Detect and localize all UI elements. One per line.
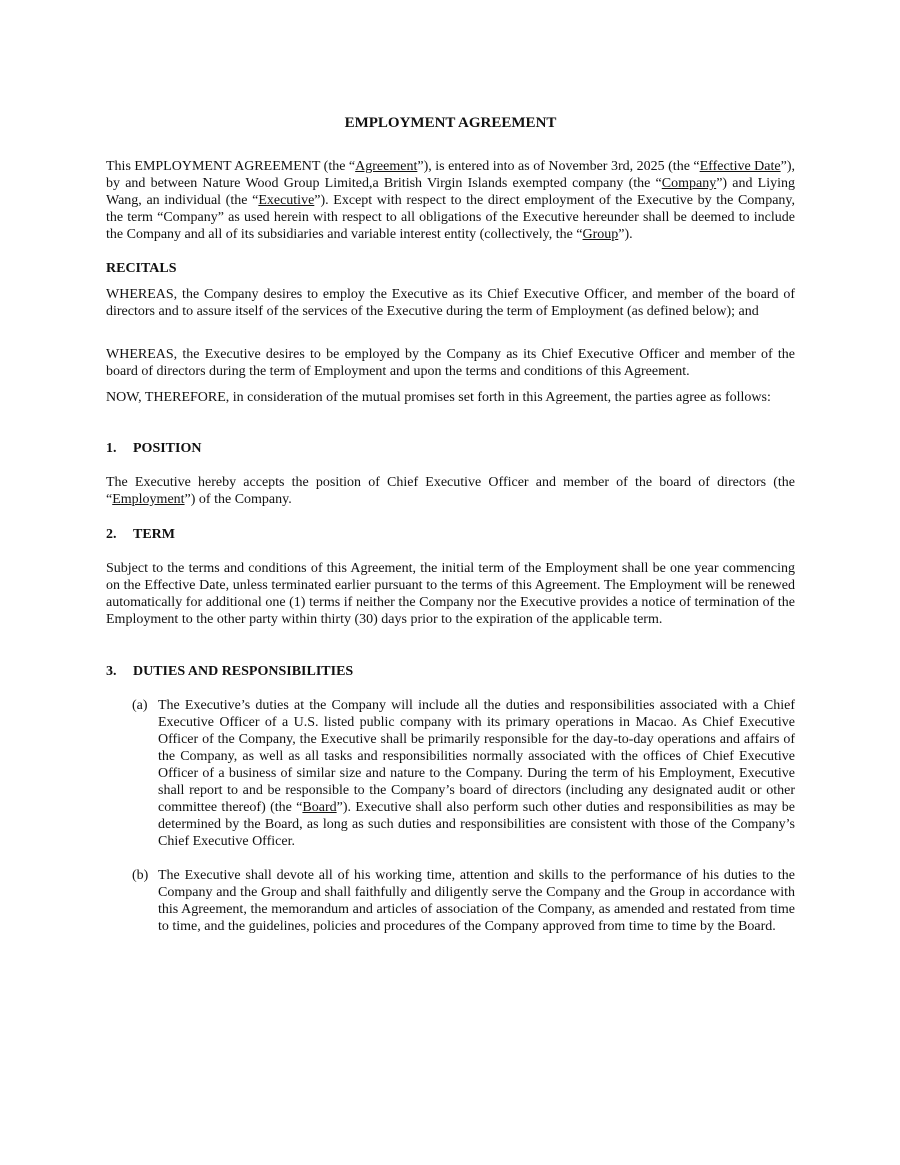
item-text-segment: ”). Executive shall also perform such other duties and responsibilities as may be determined by the Board, as long as such duties and responsibilities are consistent with those of the Company’s Chief Executive Officer. xyxy=(158,800,795,849)
whereas-paragraph-1: WHEREAS, the Company desires to employ the Executive as its Chief Executive Officer, and member of the board of directors and to assure itself of the services of the Executive during the term of Employment (as defined below); and xyxy=(106,287,795,319)
defined-term-executive: Executive xyxy=(258,193,315,208)
whereas-paragraph-2: WHEREAS, the Executive desires to be employed by the Company as its Chief Executive Officer and member of the board of directors during the term of Employment and upon the terms and conditions of this Agreement. xyxy=(106,347,795,379)
recitals-heading: RECITALS xyxy=(106,261,177,276)
defined-term-company: Company xyxy=(661,176,717,191)
intro-text: ”), is entered into as of November 3rd, 2025 (the “ xyxy=(417,159,700,174)
intro-paragraph xyxy=(106,158,795,243)
defined-term-employment: Employment xyxy=(112,492,185,507)
intro-text: ”), by and between Nature Wood Group Limited,a British Virgin Islands exempted company (the “ xyxy=(106,159,795,191)
section-2-body: Subject to the terms and conditions of this Agreement, the initial term of the Employment shall be one year commencing on the Effective Date, unless terminated earlier pursuant to the terms of this Agreement. The Employment will be renewed automatically for additional one (1) terms if neither the Company nor the Executive provides a notice of termination of the Employment to the other party within thirty (30) days prior to the expiration of the applicable term. xyxy=(106,561,795,627)
section-1-body xyxy=(106,474,795,508)
item-label: (b) xyxy=(132,868,149,883)
item-text: The Executive shall devote all of his working time, attention and skills to the performance of his duties to the Company and the Group and shall faithfully and diligently serve the Company and the Group in accordance with this Agreement, the memorandum and articles of association of the Company, as amended and restated from time to time, and the guidelines, policies and procedures of the Company approved from time to time by the Board. xyxy=(158,868,795,934)
intro-text: ”). xyxy=(618,227,633,242)
intro-text: This EMPLOYMENT AGREEMENT (the “ xyxy=(106,159,356,174)
item-text xyxy=(158,697,795,850)
document-title: EMPLOYMENT AGREEMENT xyxy=(344,115,557,131)
item-text-segment: The Executive’s duties at the Company will include all the duties and responsibilities associated with a Chief Executive Officer of a U.S. listed public company with its primary operations in Macao. As Chief Executive Officer of the Company, the Executive shall be primarily responsible for the day-to-day operations and affairs of the Company, as well as all tasks and responsibilities normally associated with the offices of Chief Executive Officer of a business of similar size and nature to the Company. During the term of his Employment, Executive shall report to and be responsible to the Company’s board of directors (including any designated audit or other committee thereof) (the “ xyxy=(158,698,795,815)
section-3-heading xyxy=(106,663,353,680)
defined-term-effective-date: Effective Date xyxy=(699,159,781,174)
defined-term-agreement: Agreement xyxy=(355,159,418,174)
section-title: DUTIES AND RESPONSIBILITIES xyxy=(133,664,354,679)
section-3-item-a xyxy=(132,697,795,850)
item-label: (a) xyxy=(132,698,148,713)
section-1-heading xyxy=(106,440,201,457)
section-3-item-b xyxy=(132,867,795,935)
section-number: 2. xyxy=(106,527,117,542)
defined-term-board: Board xyxy=(302,800,337,815)
defined-term-group: Group xyxy=(582,227,619,242)
section-2-heading xyxy=(106,526,175,543)
intro-text: ”) and Liying Wang, an individual (the “ xyxy=(106,176,795,208)
section-number: 1. xyxy=(106,441,117,456)
section-title: TERM xyxy=(133,527,175,542)
now-therefore-paragraph: NOW, THEREFORE, in consideration of the mutual promises set forth in this Agreement, the parties agree as follows: xyxy=(106,390,771,405)
intro-text: ”). Except with respect to the direct employment of the Executive by the Company, the term “Company” as used herein with respect to all obligations of the Executive hereunder shall be deemed to include the Company and all of its subsidiaries and variable interest entity (collectively, the “ xyxy=(106,193,796,242)
section-text: The Executive hereby accepts the position of Chief Executive Officer and member of the board of directors (the “ xyxy=(106,475,795,507)
section-title: POSITION xyxy=(133,441,202,456)
section-number: 3. xyxy=(106,664,117,679)
section-text: ”) of the Company. xyxy=(184,492,292,507)
